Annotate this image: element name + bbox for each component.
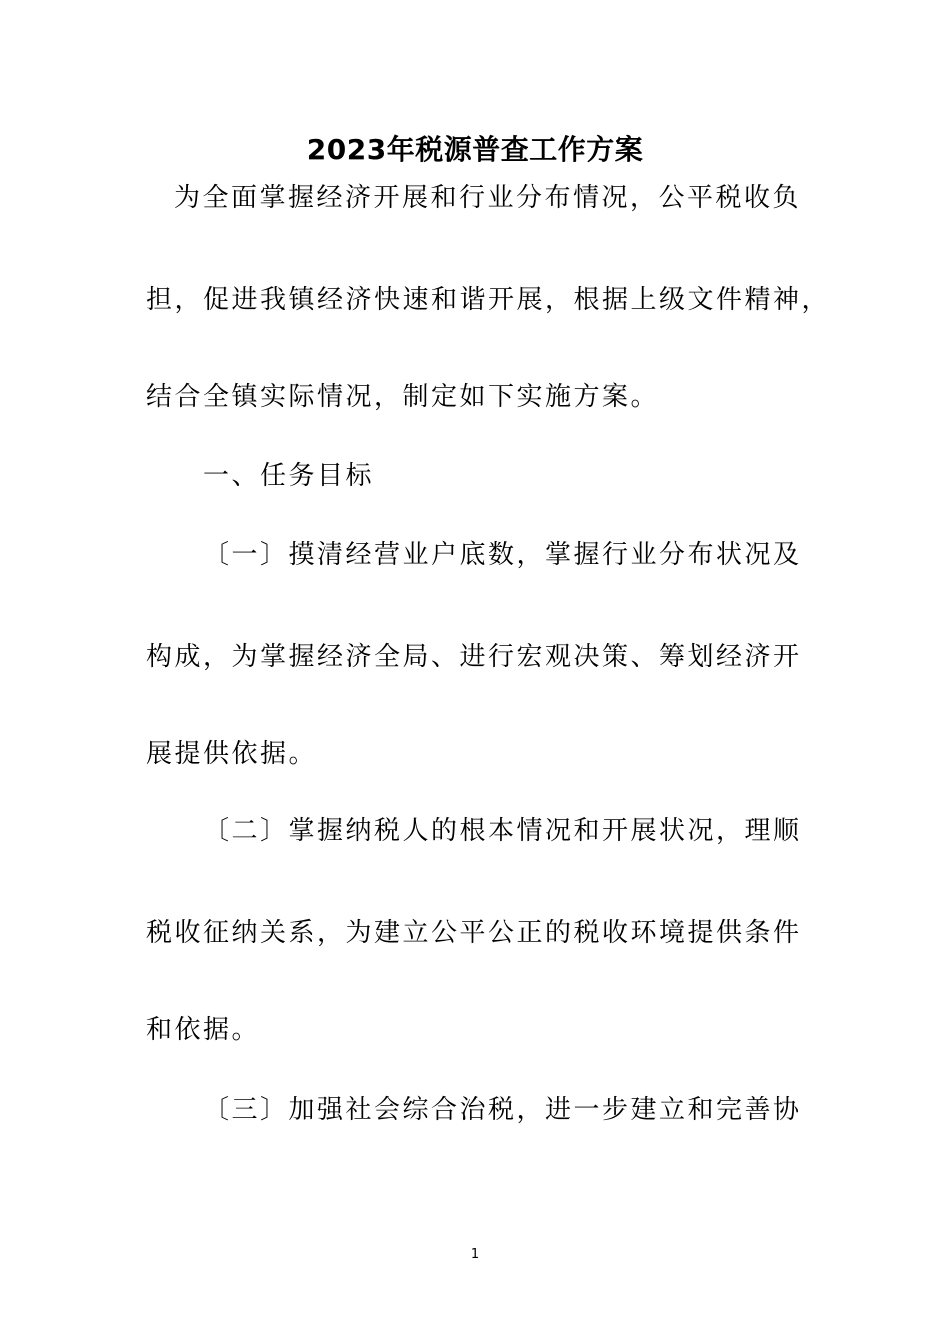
document-title: 2023年税源普查工作方案	[306, 133, 644, 166]
paragraph-line-2: 担，促进我镇经济快速和谐开展，根据上级文件精神，	[146, 285, 831, 315]
paragraph-line-5: 〔一〕摸清经营业户底数，掌握行业分布状况及	[203, 540, 802, 570]
paragraph-line-6: 构成，为掌握经济全局、进行宏观决策、筹划经济开	[146, 642, 802, 672]
paragraph-line-9: 税收征纳关系，为建立公平公正的税收环境提供条件	[146, 918, 802, 948]
paragraph-line-3: 结合全镇实际情况，制定如下实施方案。	[146, 382, 660, 412]
paragraph-line-10: 和依据。	[146, 1015, 261, 1045]
page-number: 1	[470, 1247, 480, 1262]
paragraph-line-11: 〔三〕加强社会综合治税，进一步建立和完善协	[203, 1095, 802, 1125]
paragraph-line-7: 展提供依据。	[146, 739, 318, 769]
paragraph-line-8: 〔二〕掌握纳税人的根本情况和开展状况，理顺	[203, 816, 802, 846]
paragraph-line-1: 为全面掌握经济开展和行业分布情况，公平税收负	[174, 183, 802, 213]
section-heading-1: 一、任务目标	[203, 461, 375, 491]
